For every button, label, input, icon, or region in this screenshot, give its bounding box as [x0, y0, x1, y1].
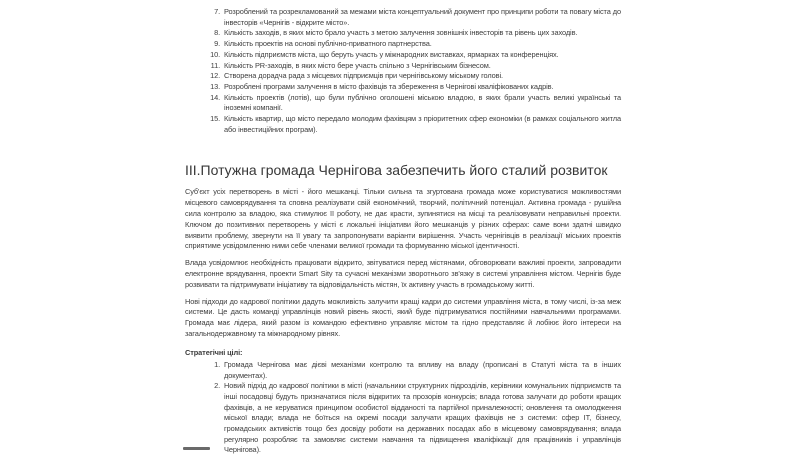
- document-text-column: [185, 0, 621, 456]
- section-paragraphs: [185, 187, 621, 339]
- list-item: 2. Новий підхід до кадрової політики в місті (начальники структурних підрозділів, керівники комунальних підприємств та інші посадовці будуть призначатися після відкритих та прозорів конкурсів; влада готова залучати до роботи кращих фахівців, а не керуватися принципом особистої відданості та партійної приналежності; оновлення та омолодження міської влади; влада не боїться на окремі посади залучати кращих фахівців не з системи: сфер ІТ, бізнесу, громадських активістів тощо без досвіду роботи на державних посадах або в місцевому самоврядування; влада регулярно розробляє та замовляє системи навчання та підвищення кваліфікації для працівників і управлінців Чернігова).: [222, 381, 621, 456]
- paragraph: Суб'єкт усіх перетворень в місті - його мешканці. Тільки сильна та згуртована громада може користуватися можливостями місцевого самоврядування та сповна реалізувати свій економічний, творчий, політичний потенціал. Активна громада - рушійна сила контролю за владою, яка стимулює її роботу, не дає красти, зупинятися на місці та реалізовувати неправильні проекти. Ключом до позитивних перетворень у місті є локальні ініціативи його мешканців у різних сферах: саме вони здатні швидко виявити проблему, звернути на її увагу та запропонувати варіанти вирішення. Участь чернігівців в реалізації міських проектів сприятиме усвідомленню ними себе членами великої громади та формуванню міської ідентичності.: [185, 187, 621, 251]
- list-item: 13. Розроблені програми залучення в місто фахівців та збереження в Чернігові кваліфікованих кадрів.: [222, 82, 621, 93]
- strategic-goals-heading: Стратегічні цілі:: [185, 347, 243, 357]
- list-item: 1. Громада Чернігова має дієві механізми контролю та впливу на владу (прописані в Статуті міста та в інших документах).: [222, 360, 621, 381]
- list-item: 12. Створена дорадча рада з місцевих підприємців при чернігівському міському голові.: [222, 71, 621, 82]
- list-item: 11. Кількість PR-заходів, в яких місто бере участь спільно з Чернігівським бізнесом.: [222, 61, 621, 72]
- list-item: 8. Кількість заходів, в яких місто брало участь з метою залучення зовнішніх інвесторів та рівень цих заходів.: [222, 28, 621, 39]
- paragraph: Нові підходи до кадрової політики дадуть можливість залучити кращі кадри до системи управління міста, в тому числі, із-за меж системи. Це дасть команді управлінців новий рівень якості, який буде підтримуватися постійними навчальними програмами. Громада має лідера, який разом із командою ефективно управляє містом та гідно представляє й лобіює його інтереси на загальнодержавному та міжнародному рівнях.: [185, 296, 621, 338]
- list-item: 7. Розроблений та розрекламований за межами міста концептуальний документ про принципи роботи та повагу міста до інвесторів «Чернігів - відкрите місто».: [222, 7, 621, 28]
- section-heading: III.Потужна громада Чернігова забезпечить його сталий розвиток: [185, 162, 608, 179]
- strategic-goals-list: [185, 360, 621, 456]
- list-item: 14. Кількість проектів (лотів), що були публічно оголошені міською владою, в яких брали участь великі українські та іноземні компанії.: [222, 93, 621, 114]
- list-item: 15. Кількість квартир, що місто передало молодим фахівцям з пріоритетних сфер економіки (в рамках соціального житла або інвестиційних програм).: [222, 114, 621, 135]
- list-item: 10. Кількість підприємств міста, що беруть участь у міжнародних виставках, ярмарках та конференціях.: [222, 50, 621, 61]
- indicator-list: [185, 0, 621, 135]
- list-item: 9. Кількість проектів на основі публічно-приватного партнерства.: [222, 39, 621, 50]
- paragraph: Влада усвідомлює необхідність працювати відкрито, звітуватися перед містянами, обговорювати важливі проекти, запровадити електронне врядування, проекти Smart Sity та сучасні механізми зворотнього зв'язку в системі управління містом. Чернігів буде розвивати та підтримувати ініціативу та відповідальність містян, їх активну участь в громадському житті.: [185, 258, 621, 289]
